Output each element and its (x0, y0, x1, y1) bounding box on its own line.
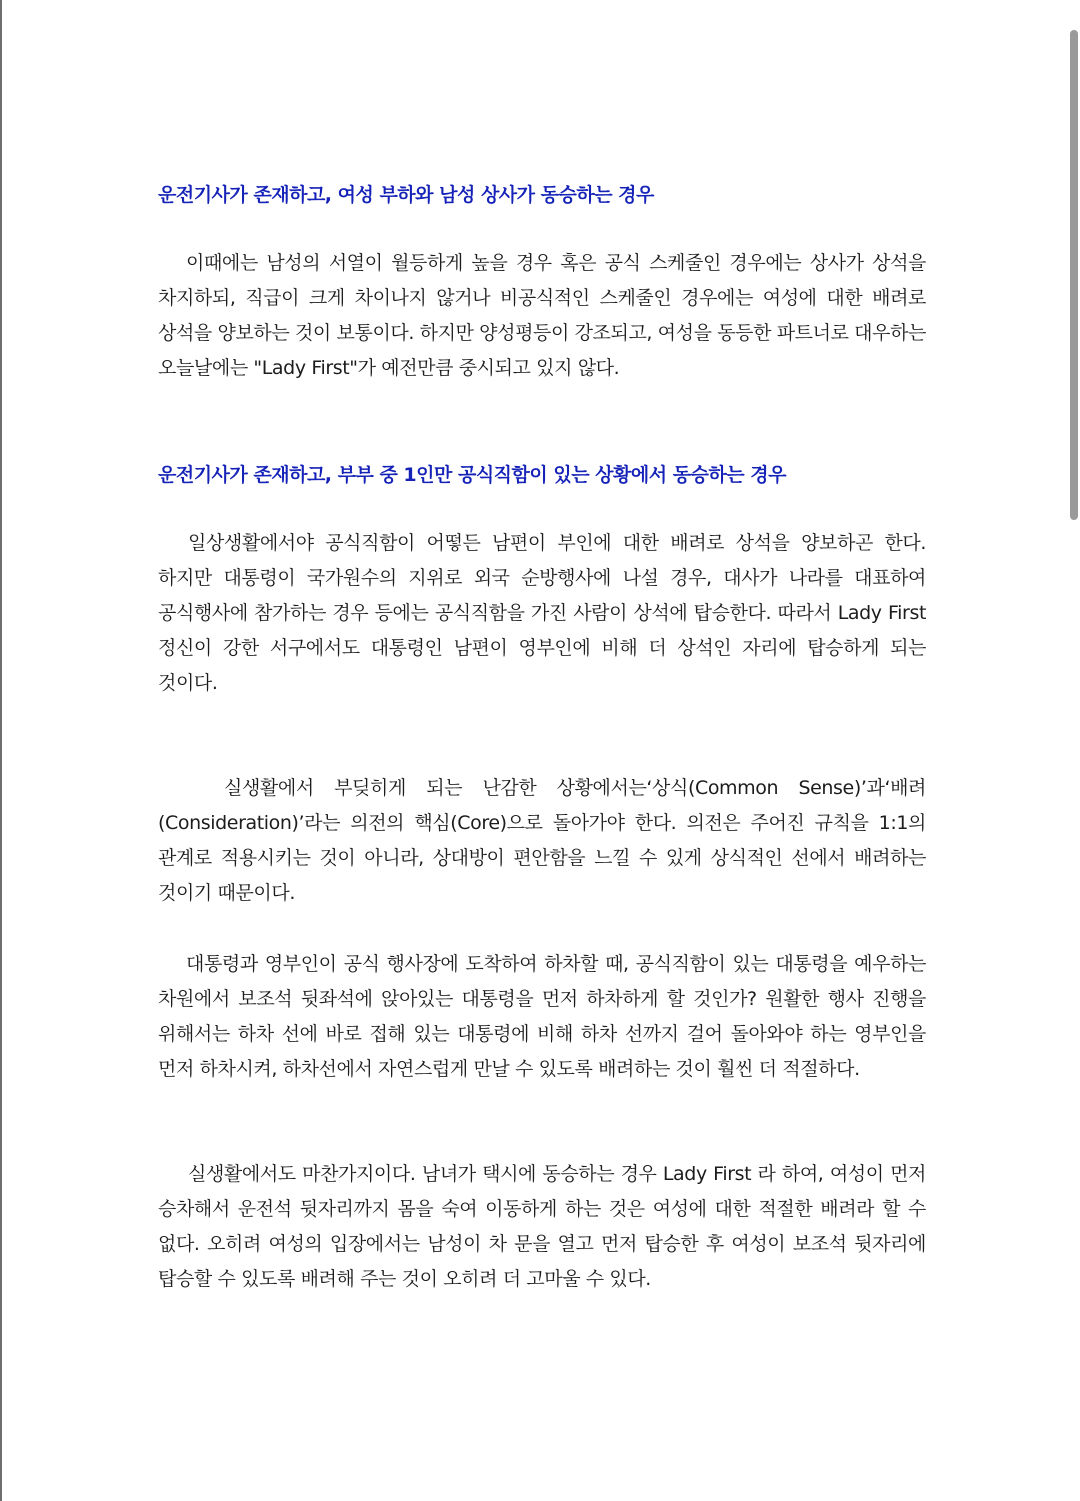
section-heading-driver-couple: 운전기사가 존재하고, 부부 중 1인만 공식직함이 있는 상황에서 동승하는 경우 (158, 464, 786, 486)
section-heading-driver-female-subordinate: 운전기사가 존재하고, 여성 부하와 남성 상사가 동승하는 경우 (158, 184, 654, 206)
body-paragraph-president-alighting: 대통령과 영부인이 공식 행사장에 도착하여 하차할 때, 공식직함이 있는 대통령을 예우하는 차원에서 보조석 뒷좌석에 앉아있는 대통령을 먼저 하차하게 할 것인가? 원활한 행사 진행을 위해서는 하차 선에 바로 접해 있는 대통령에 비해 하차 선까지 걸어 돌아와야 하는 영부인을 먼저 하차시켜, 하차선에서 자연스럽게 만날 수 있도록 배려하는 것이 훨씬 더 적절하다. (158, 953, 926, 1080)
scrollbar-thumb[interactable] (1070, 30, 1078, 520)
body-paragraph-taxi: 실생활에서도 마찬가지이다. 남녀가 택시에 동승하는 경우 Lady First 라 하여, 여성이 먼저 승차해서 운전석 뒷자리까지 몸을 숙여 이동하게 하는 것은 여성에 대한 적절한 배려라 할 수 없다. 오히려 여성의 입장에서는 남성이 차 문을 열고 먼저 탑승한 후 여성이 보조석 뒷자리에 탑승할 수 있도록 배려해 주는 것이 오히려 더 고마울 수 있다. (158, 1163, 926, 1290)
section-paragraph-driver-couple: 일상생활에서야 공식직함이 어떻든 남편이 부인에 대한 배려로 상석을 양보하곤 한다. 하지만 대통령이 국가원수의 지위로 외국 순방행사에 나설 경우, 대사가 나라를 대표하여 공식행사에 참가하는 경우 등에는 공식직함을 가진 사람이 상석에 탑승한다. 따라서 Lady First 정신이 강한 서구에서도 대통령인 남편이 영부인에 비해 더 상석인 자리에 탑승하게 되는 것이다. (158, 532, 926, 694)
section-paragraph-driver-female-subordinate: 이때에는 남성의 서열이 월등하게 높을 경우 혹은 공식 스케줄인 경우에는 상사가 상석을 차지하되, 직급이 크게 차이나지 않거나 비공식적인 스케줄인 경우에는 여성에 대한 배려로 상석을 양보하는 것이 보통이다. 하지만 양성평등이 강조되고, 여성을 동등한 파트너로 대우하는 오늘날에는 "Lady First"가 예전만큼 중시되고 있지 않다. (158, 252, 926, 379)
body-paragraph-common-sense: 실생활에서 부딪히게 되는 난감한 상황에서는‘상식(Common Sense)’과‘배려(Consideration)’라는 의전의 핵심(Core)으로 돌아가야 한다. 의전은 주어진 규칙을 1:1의 관계로 적용시키는 것이 아니라, 상대방이 편안함을 느낄 수 있게 상식적인 선에서 배려하는 것이기 때문이다. (158, 777, 926, 904)
page-left-edge (0, 0, 2, 1501)
vertical-scrollbar[interactable] (1066, 0, 1080, 1501)
